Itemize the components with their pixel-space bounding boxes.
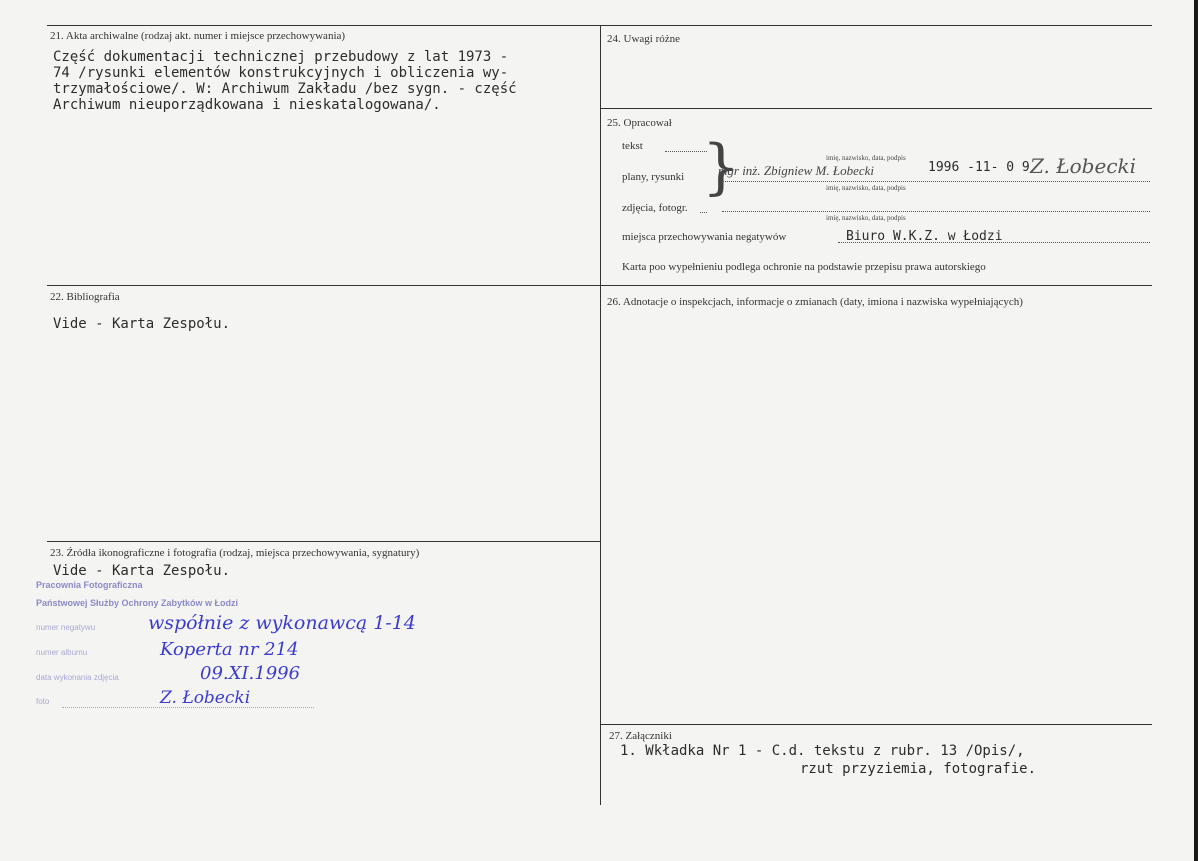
sec25-plany-dots [722, 181, 1150, 182]
negatives-value: Biuro W.K.Z. w Łodzi [846, 229, 1003, 244]
author-name: mgr inż. Zbigniew M. Łobecki [718, 163, 874, 178]
sec21-line-4: Archiwum nieuporządkowana i nieskatalogowana/. [53, 97, 441, 113]
stamp-row-3-label: data wykonania zdjęcia [36, 673, 119, 682]
sec22-text: Vide - Karta Zespołu. [53, 316, 231, 332]
author-date: 1996 -11- 0 9 [928, 160, 1030, 175]
negatives-label: miejsca przechowywania negatywów [622, 231, 787, 243]
rule-21-22 [47, 285, 601, 286]
brace-symbol: } [702, 132, 741, 202]
sec25-zdjecia-dots-2 [722, 211, 1150, 212]
sec21-line-1: Część dokumentacji technicznej przebudowy z lat 1973 - [53, 49, 509, 65]
rule-25-26 [600, 285, 1152, 286]
stamp-row-1-label: numer negatywu [36, 623, 96, 632]
stamp-line-2: Państwowej Służby Ochrony Zabytków w Łodzi [36, 598, 239, 608]
caption-2: imię, nazwisko, data, podpis [826, 184, 906, 192]
vertical-divider [600, 25, 601, 805]
sec25-label: 25. Opracował [607, 117, 672, 129]
copyright-note: Karta poo wypełnieniu podlega ochronie na podstawie przepisu prawa autorskiego [622, 261, 986, 273]
sec25-zdjecia-label: zdjęcia, fotogr. [622, 202, 688, 214]
sec23-label: 23. Źródła ikonograficzne i fotografia (rodzaj, miejsca przechowywania, sygnatury) [50, 547, 420, 559]
sec25-tekst-label: tekst [622, 140, 643, 152]
sec21-line-2: 74 /rysunki elementów konstrukcyjnych i obliczenia wy- [53, 65, 509, 81]
sec25-tekst-dots [665, 151, 707, 152]
stamp-line-1: Pracownia Fotograficzna [36, 580, 143, 590]
sec23-text: Vide - Karta Zespołu. [53, 563, 231, 579]
rule-24-25 [600, 108, 1152, 109]
author-signature: Z. Łobecki [1030, 154, 1137, 178]
stamp-row-3-value: 09.XI.1996 [200, 663, 301, 684]
sec21-label: 21. Akta archiwalne (rodzaj akt. numer i miejsce przechowywania) [50, 30, 346, 42]
sec27-label: 27. Załączniki [609, 730, 672, 742]
caption-1: imię, nazwisko, data, podpis [826, 154, 906, 162]
stamp-row-2-value: Koperta nr 214 [160, 639, 299, 660]
sec22-label: 22. Bibliografia [50, 291, 120, 303]
stamp-row-2-label: numer albumu [36, 648, 88, 657]
scan-edge [1194, 0, 1198, 861]
sec27-line-1: 1. Wkładka Nr 1 - C.d. tekstu z rubr. 13 /Opis/, [620, 743, 1025, 759]
sec25-zdjecia-dots [700, 212, 707, 213]
sec26-label: 26. Adnotacje o inspekcjach, informacje o zmianach (daty, imiona i nazwiska wypełniających) [607, 296, 1023, 308]
rule-22-23 [47, 541, 601, 542]
sec27-line-2: rzut przyziemia, fotografie. [800, 761, 1037, 777]
rule-26-27 [600, 724, 1152, 725]
stamp-row-4-value: Z. Łobecki [160, 688, 251, 708]
caption-3: imię, nazwisko, data, podpis [826, 214, 906, 222]
stamp-row-1-value: współnie z wykonawcą 1-14 [148, 612, 416, 634]
sec24-label: 24. Uwagi różne [607, 33, 681, 45]
sec21-line-3: trzymałościowe/. W: Archiwum Zakładu /bez sygn. - część [53, 81, 517, 97]
sec25-plany-label: plany, rysunki [622, 171, 685, 183]
stamp-row-4-label: foto [36, 697, 50, 706]
